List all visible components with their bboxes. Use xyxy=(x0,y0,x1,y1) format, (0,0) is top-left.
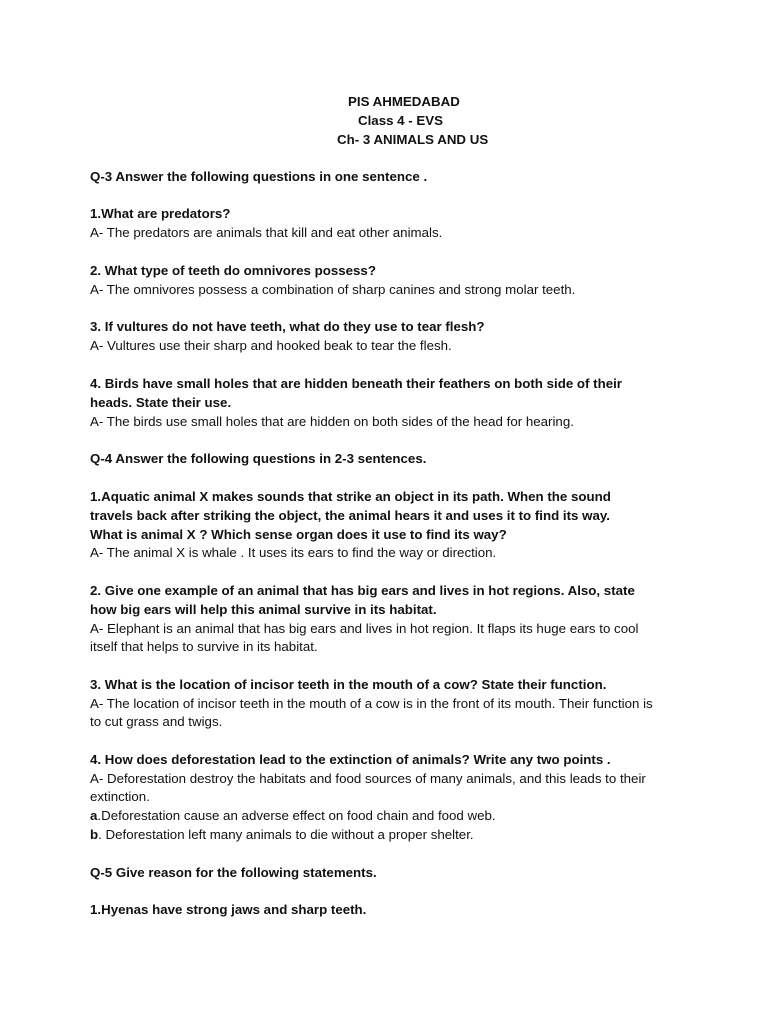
point-label: b xyxy=(90,827,99,842)
answer-text: A- Vultures use their sharp and hooked beak to tear the flesh. xyxy=(90,338,452,353)
question-text: 4. Birds have small holes that are hidden beneath their feathers on both side of their xyxy=(90,376,622,391)
point-text: . Deforestation left many animals to die without a proper shelter. xyxy=(98,827,474,842)
question-text: 1.Aquatic animal X makes sounds that strike an object in its path. When the sound xyxy=(90,489,611,504)
question-text: 3. What is the location of incisor teeth in the mouth of a cow? State their function. xyxy=(90,677,607,692)
question-text: 1.What are predators? xyxy=(90,206,231,221)
answer-text: A- The animal X is whale . It uses its ears to find the way or direction. xyxy=(90,545,497,560)
answer-text: to cut grass and twigs. xyxy=(90,714,223,729)
section-heading-q5: Q-5 Give reason for the following statements. xyxy=(90,865,377,880)
question-text: how big ears will help this animal survive in its habitat. xyxy=(90,602,437,617)
answer-point xyxy=(90,806,496,825)
answer-text: extinction. xyxy=(90,789,150,804)
question-text: travels back after striking the object, the animal hears it and uses it to find its way. xyxy=(90,508,610,523)
answer-text: itself that helps to survive in its habitat. xyxy=(90,639,318,654)
question-text: 2. Give one example of an animal that has big ears and lives in hot regions. Also, state xyxy=(90,583,635,598)
answer-text: A- The omnivores possess a combination of sharp canines and strong molar teeth. xyxy=(90,282,576,297)
class-subject: Class 4 - EVS xyxy=(358,113,443,128)
answer-point xyxy=(90,825,474,844)
section-heading-q4: Q-4 Answer the following questions in 2-3 sentences. xyxy=(90,451,427,466)
point-label: a xyxy=(90,808,98,823)
school-name: PIS AHMEDABAD xyxy=(348,94,460,109)
answer-text: A- Deforestation destroy the habitats and food sources of many animals, and this leads to their xyxy=(90,771,646,786)
question-text: What is animal X ? Which sense organ does it use to find its way? xyxy=(90,527,507,542)
question-text: heads. State their use. xyxy=(90,395,232,410)
answer-text: A- The predators are animals that kill and eat other animals. xyxy=(90,225,443,240)
question-text: 1.Hyenas have strong jaws and sharp teeth. xyxy=(90,902,367,917)
question-text: 2. What type of teeth do omnivores possess? xyxy=(90,263,376,278)
answer-text: A- The birds use small holes that are hidden on both sides of the head for hearing. xyxy=(90,414,574,429)
chapter-title: Ch- 3 ANIMALS AND US xyxy=(337,132,489,147)
answer-text: A- The location of incisor teeth in the mouth of a cow is in the front of its mouth. Their function is xyxy=(90,696,653,711)
answer-text: A- Elephant is an animal that has big ears and lives in hot region. It flaps its huge ears to cool xyxy=(90,621,639,636)
question-text: 4. How does deforestation lead to the extinction of animals? Write any two points . xyxy=(90,752,611,767)
section-heading-q3: Q-3 Answer the following questions in one sentence . xyxy=(90,169,428,184)
point-text: .Deforestation cause an adverse effect on food chain and food web. xyxy=(97,808,496,823)
question-text: 3. If vultures do not have teeth, what do they use to tear flesh? xyxy=(90,319,485,334)
